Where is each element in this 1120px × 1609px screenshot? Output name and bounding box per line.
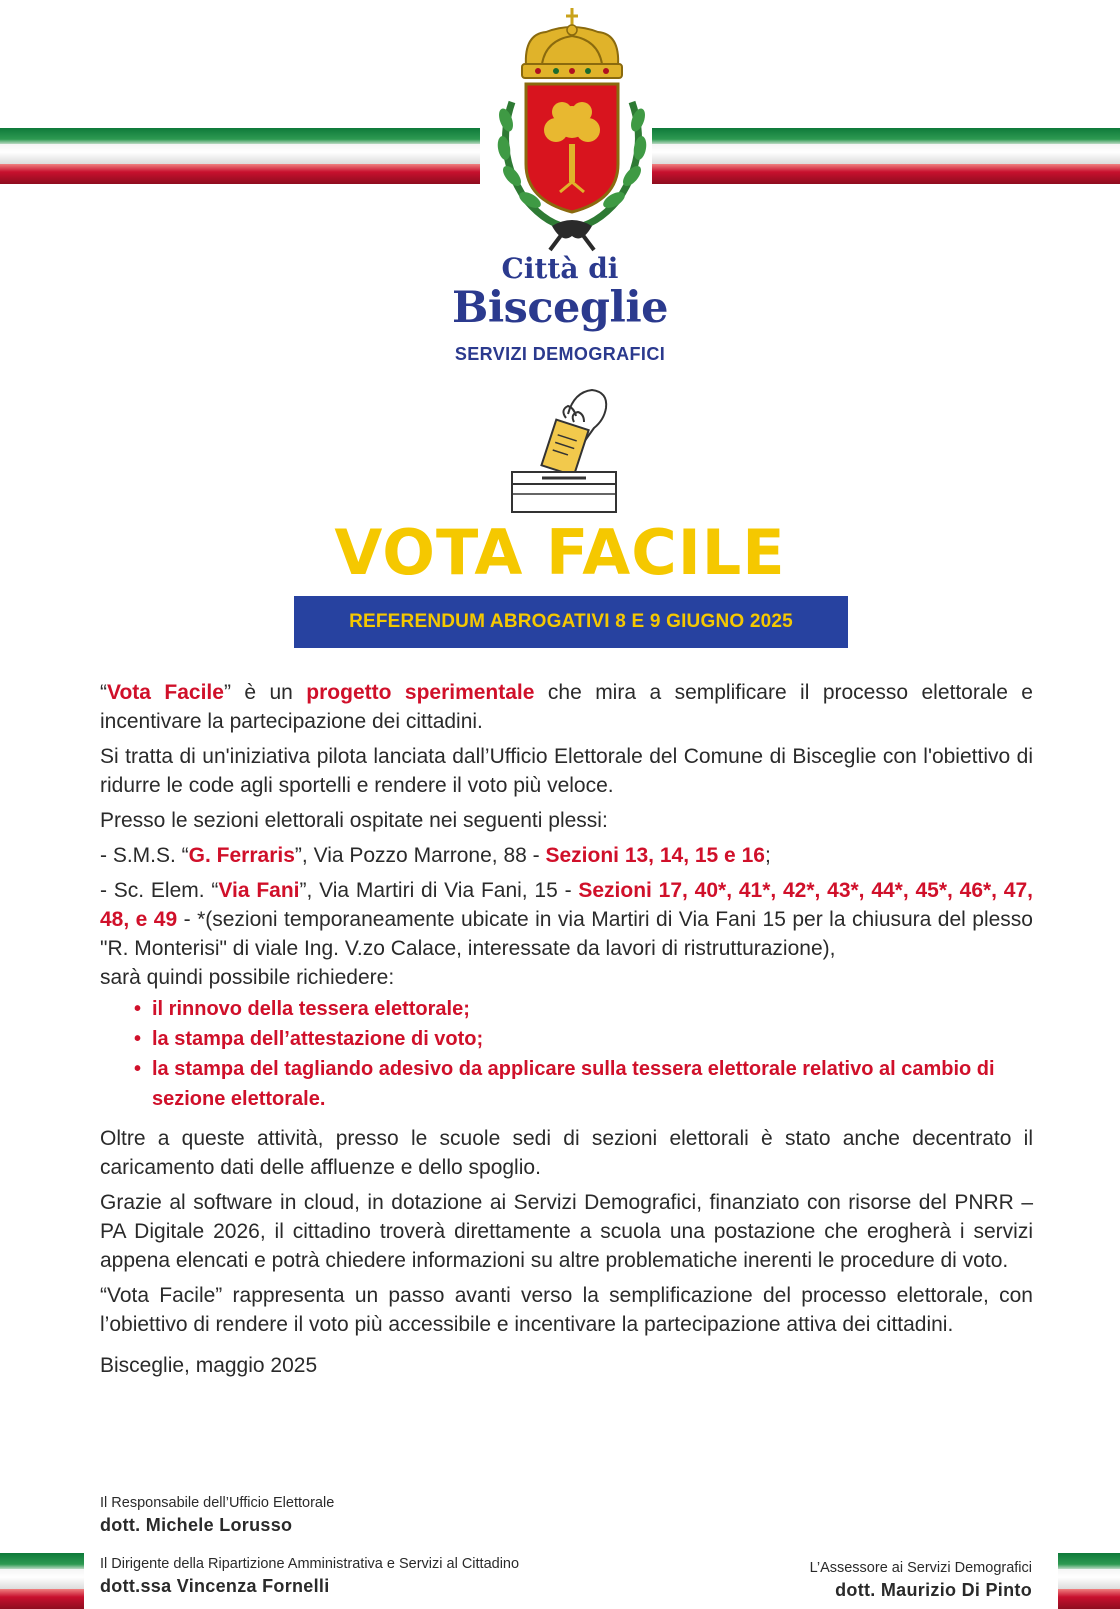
list-item: • il rinnovo della tessera elettorale; — [134, 994, 1033, 1024]
signature-electoral-office — [100, 1495, 334, 1536]
signature-role: Il Dirigente della Ripartizione Amministrativa e Servizi al Cittadino — [100, 1556, 520, 1572]
location-via-fani: - Sc. Elem. “Via Fani”, Via Martiri di Via Fani, 15 - Sezioni 17, 40*, 41*, 42*, 43*, 44*, 45*, 46*, 47, 48, e 49 - *(sezioni temporaneamente ubicate in via Martiri di Via Fani 15 per la chiusura del plesso "R. Monterisi" di viale Ing. V.zo Calace, interessate da lavori di ristrutturazione), — [100, 879, 1033, 960]
location-ferraris: - S.M.S. “G. Ferraris”, Via Pozzo Marrone, 88 - Sezioni 13, 14, 15 e 16; — [100, 844, 771, 867]
closing-paragraph: “Vota Facile” rappresenta un passo avanti verso la semplificazione del processo elettorale, con l’obiettivo di rendere il voto più accessibile e incentivare la partecipazione attiva dei cittadini. — [100, 1284, 1033, 1336]
software-paragraph: Grazie al software in cloud, in dotazione ai Servizi Demografici, finanziato con risorse del PNRR – PA Digitale 2026, il cittadino troverà direttamente a scuola una postazione che erogherà i servizi appena elencati e potrà chiedere informazioni su altre problematiche inerenti le procedure di voto. — [100, 1191, 1033, 1272]
main-title: VOTA FACILE — [334, 516, 786, 589]
activities-paragraph: Oltre a queste attività, presso le scuole sedi di sezioni elettorali è stato anche decentrato il caricamento dati delle affluenze e dello spoglio. — [100, 1127, 1033, 1179]
flag-ribbon-right — [652, 128, 1120, 184]
signature-councillor — [810, 1560, 1032, 1601]
requests-list — [134, 994, 1033, 1114]
locations-intro: Presso le sezioni elettorali ospitate nei seguenti plessi: — [100, 809, 608, 832]
flag-ribbon-bottom-left — [0, 1553, 84, 1609]
signature-name: dott. Michele Lorusso — [100, 1515, 293, 1535]
list-item: • la stampa dell’attestazione di voto; — [134, 1024, 1033, 1054]
pilot-paragraph: Si tratta di un'iniziativa pilota lanciata dall’Ufficio Elettorale del Comune di Bisceglie con l'obiettivo di ridurre le code agli sportelli e rendere il voto più veloce. — [100, 745, 1033, 797]
signature-director — [100, 1556, 519, 1597]
requests-intro: sarà quindi possibile richiedere: — [100, 966, 395, 989]
ballot-box-hand-icon — [508, 388, 620, 514]
place-date: Bisceglie, maggio 2025 — [100, 1354, 318, 1377]
city-name-line2: Bisceglie — [451, 283, 669, 333]
body-text — [100, 678, 1033, 1386]
signature-role: Il Responsabile dell’Ufficio Elettorale — [100, 1495, 335, 1511]
intro-paragraph: “Vota Facile” è un progetto sperimentale che mira a semplificare il processo elettorale e incentivare la partecipazione dei cittadini. — [100, 681, 1033, 733]
signature-name: dott. Maurizio Di Pinto — [835, 1580, 1032, 1600]
signature-name: dott.ssa Vincenza Fornelli — [100, 1576, 330, 1596]
flag-ribbon-bottom-right — [1058, 1553, 1120, 1609]
city-name-line1: Città di — [501, 252, 619, 285]
signature-role: L’Assessore ai Servizi Demografici — [809, 1560, 1032, 1576]
city-coat-of-arms-icon — [486, 4, 658, 254]
department-name: SERVIZI DEMOGRAFICI — [454, 344, 666, 364]
list-item: • la stampa del tagliando adesivo da applicare sulla tessera elettorale relativo al cambio di sezione elettorale. — [134, 1054, 1033, 1114]
flag-ribbon-left — [0, 128, 480, 184]
referendum-banner: REFERENDUM ABROGATIVI 8 E 9 GIUGNO 2025 — [294, 596, 848, 648]
